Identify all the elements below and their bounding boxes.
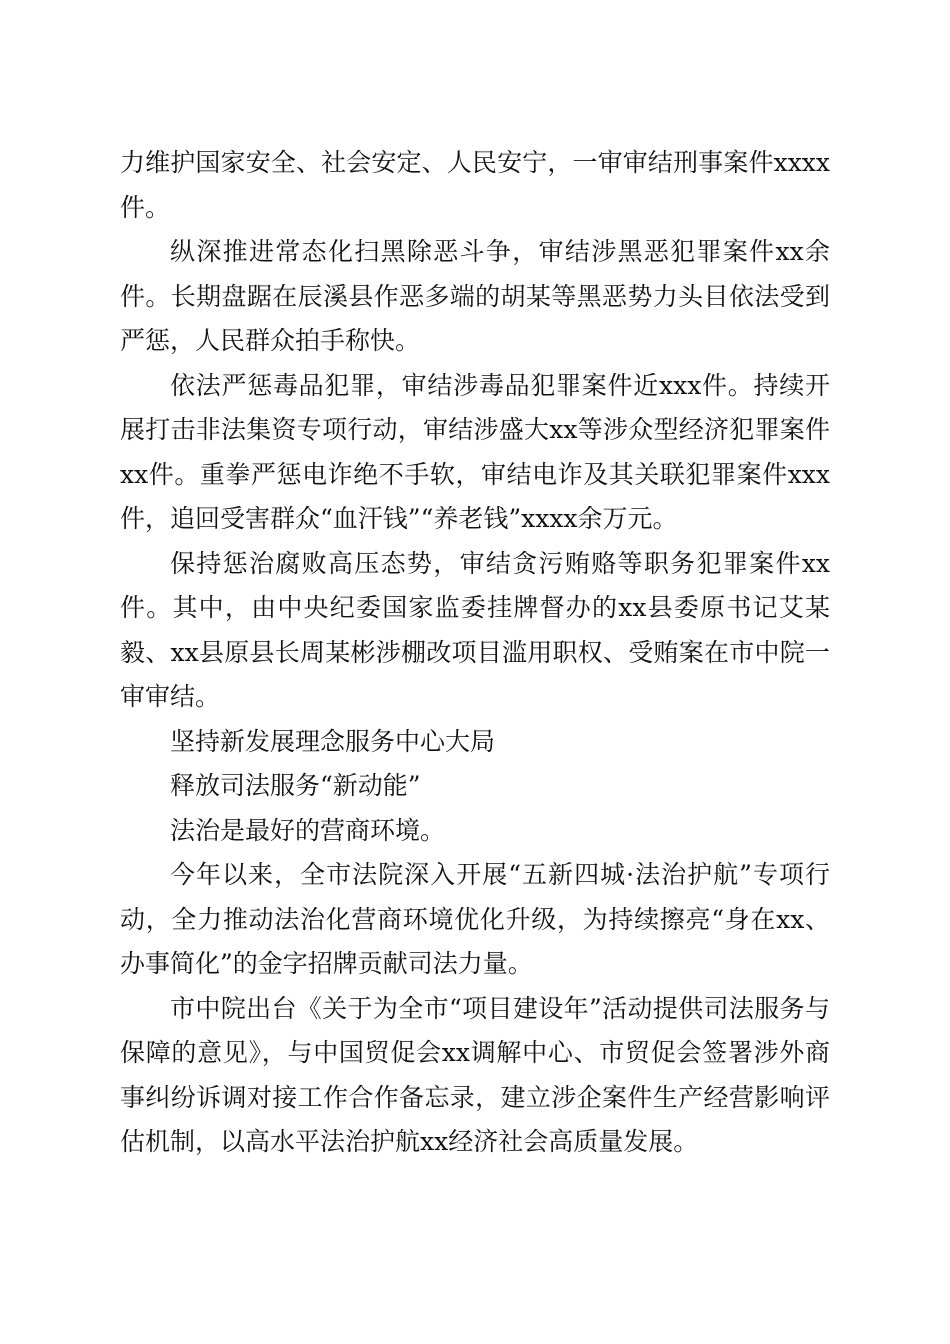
paragraph: 市中院出台《关于为全市“项目建设年”活动提供司法服务与保障的意见》，与中国贸促会xx调解中心、市贸促会签署涉外商事纠纷诉调对接工作合作备忘录，建立涉企案件生产经营影响评估机制，以高水平法治护航xx经济社会高质量发展。 bbox=[120, 993, 830, 1156]
paragraph: 纵深推进常态化扫黑除恶斗争，审结涉黑恶犯罪案件xx余件。长期盘踞在辰溪县作恶多端的胡某等黑恶势力头目依法受到严惩，人民群众拍手称快。 bbox=[120, 237, 830, 355]
paragraph: 保持惩治腐败高压态势，审结贪污贿赂等职务犯罪案件xx件。其中，由中央纪委国家监委挂牌督办的xx县委原书记艾某毅、xx县原县长周某彬涉棚改项目滥用职权、受贿案在市中院一审审结。 bbox=[120, 548, 830, 711]
paragraph: 依法严惩毒品犯罪，审结涉毒品犯罪案件近xxx件。持续开展打击非法集资专项行动，审结涉盛大xx等涉众型经济犯罪案件xx件。重拳严惩电诈绝不手软，审结电诈及其关联犯罪案件xxx件，追回受害群众“血汗钱”“养老钱”xxxx余万元。 bbox=[120, 370, 830, 533]
paragraph: 力维护国家安全、社会安定、人民安宁，一审审结刑事案件xxxx件。 bbox=[120, 148, 830, 222]
section-heading: 坚持新发展理念服务中心大局 bbox=[170, 726, 496, 756]
document-body bbox=[120, 141, 830, 1165]
paragraph: 法治是最好的营商环境。 bbox=[170, 815, 446, 845]
paragraph: 今年以来，全市法院深入开展“五新四城·法治护航”专项行动，全力推动法治化营商环境优化升级，为持续擦亮“身在xx、办事简化”的金字招牌贡献司法力量。 bbox=[120, 860, 830, 978]
section-subheading: 释放司法服务“新动能” bbox=[170, 771, 421, 800]
